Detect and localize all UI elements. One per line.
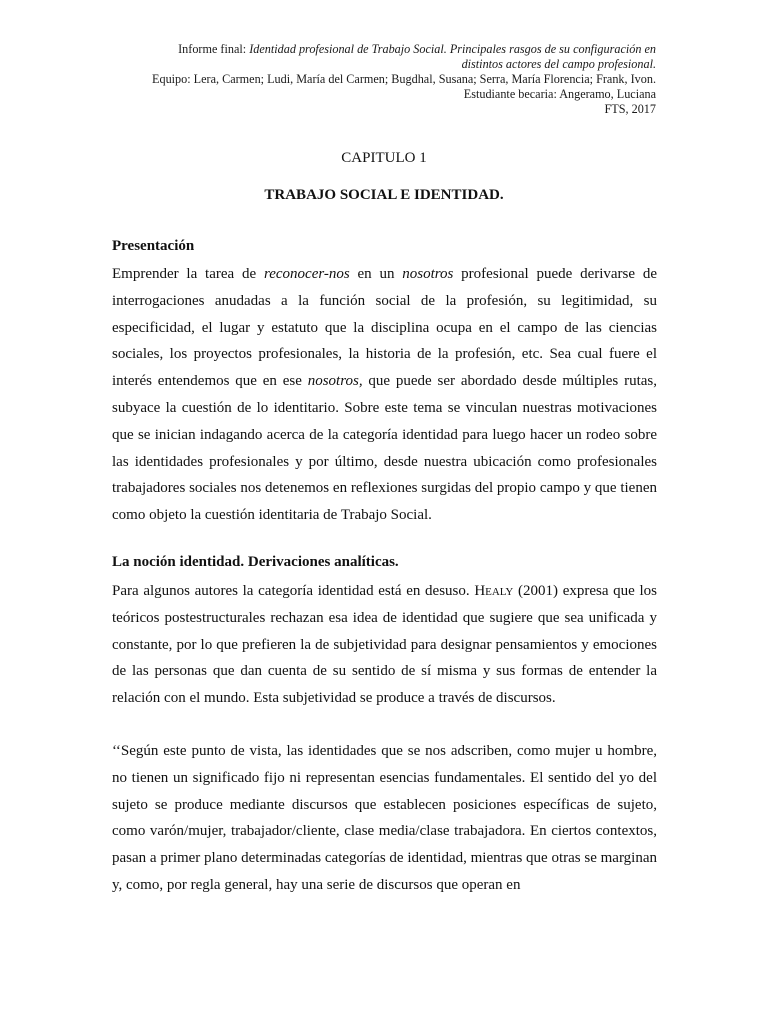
section-heading-presentacion: Presentación [112, 238, 195, 254]
quote-paragraph: ‘‘Según este punto de vista, las identidades que se nos adscriben, como mujer u hombre, no tienen un significado fijo ni representan esencias fundamentales. El sentido del yo del sujeto se produce mediante discursos que establecen posiciones específicas de sujeto, como varón/mujer, trabajador/cliente, clase media/clase trabajadora. En ciertos contextos, pasan a primer plano determinadas categorías de identidad, mientras que otras se marginan y, como, por regla general, hay una serie de discursos que operan en [112, 743, 657, 893]
text-run: (2001) expresa que los teóricos postestructurales rechazan esa idea de identidad que sugiere que sea unificada y constante, por lo que prefieren la de subjetividad para designar pensamientos y emociones de las personas que dan cuenta de su sentido de sí misma y sus formas de entender la relación con el mundo. Esta subjetividad se produce a través de discursos. [112, 583, 658, 707]
header-team: Equipo: Lera, Carmen; Ludi, María del Carmen; Bugdhal, Susana; Serra, María Florencia; Frank, Ivon. [152, 72, 656, 86]
text-run: Emprender la tarea de [112, 266, 264, 282]
italic-run: reconocer-nos [263, 266, 350, 282]
paragraph-nocion-identidad [112, 578, 657, 712]
text-run: profesional puede derivarse de interrogaciones anudadas a la función social de la profesión, su legitimidad, su especificidad, el lugar y estatuto que la disciplina ocupa en el campo de las ciencias sociales, los proyectos profesionales, la historia de la profesión, etc. Sea cual fuere el interés entendemos que en ese [112, 266, 657, 390]
header-report-title-cont: distintos actores del campo profesional. [461, 57, 656, 71]
header-student: Estudiante becaria: Angeramo, Luciana [463, 87, 656, 101]
chapter-label: CAPITULO 1 [341, 150, 427, 166]
header-report-line-2 [96, 57, 656, 72]
italic-run: nosotros [402, 266, 454, 282]
chapter-title: TRABAJO SOCIAL E IDENTIDAD. [264, 187, 504, 203]
page-header [96, 42, 656, 117]
paragraph-presentacion [112, 261, 657, 529]
text-run: que puede ser abordado desde múltiples rutas, subyace la cuestión de lo identitario. Sobre este tema se vinculan nuestras motivaciones que se inician indagando acerca de la categoría identidad para luego hacer un rodeo sobre las identidades profesionales y por último, desde nuestra ubicación como profesionales trabajadores sociales nos detenemos en reflexiones surgidas del propio campo y que tienen como objeto la cuestión identitaria de Trabajo Social. [112, 373, 657, 524]
header-report-title: Identidad profesional de Trabajo Social. Principales rasgos de su configuración en [249, 42, 656, 56]
section-heading-nocion-identidad: La noción identidad. Derivaciones analíticas. [112, 554, 399, 570]
header-institution-year: FTS, 2017 [604, 102, 656, 116]
italic-run: nosotros, [307, 373, 363, 390]
text-run: en un [349, 266, 403, 282]
header-report-line-1 [96, 42, 656, 57]
text-run: Para algunos autores la categoría identidad está en desuso. [112, 583, 475, 599]
header-report-prefix: Informe final: [178, 42, 250, 56]
author-name: Healy [474, 583, 514, 599]
